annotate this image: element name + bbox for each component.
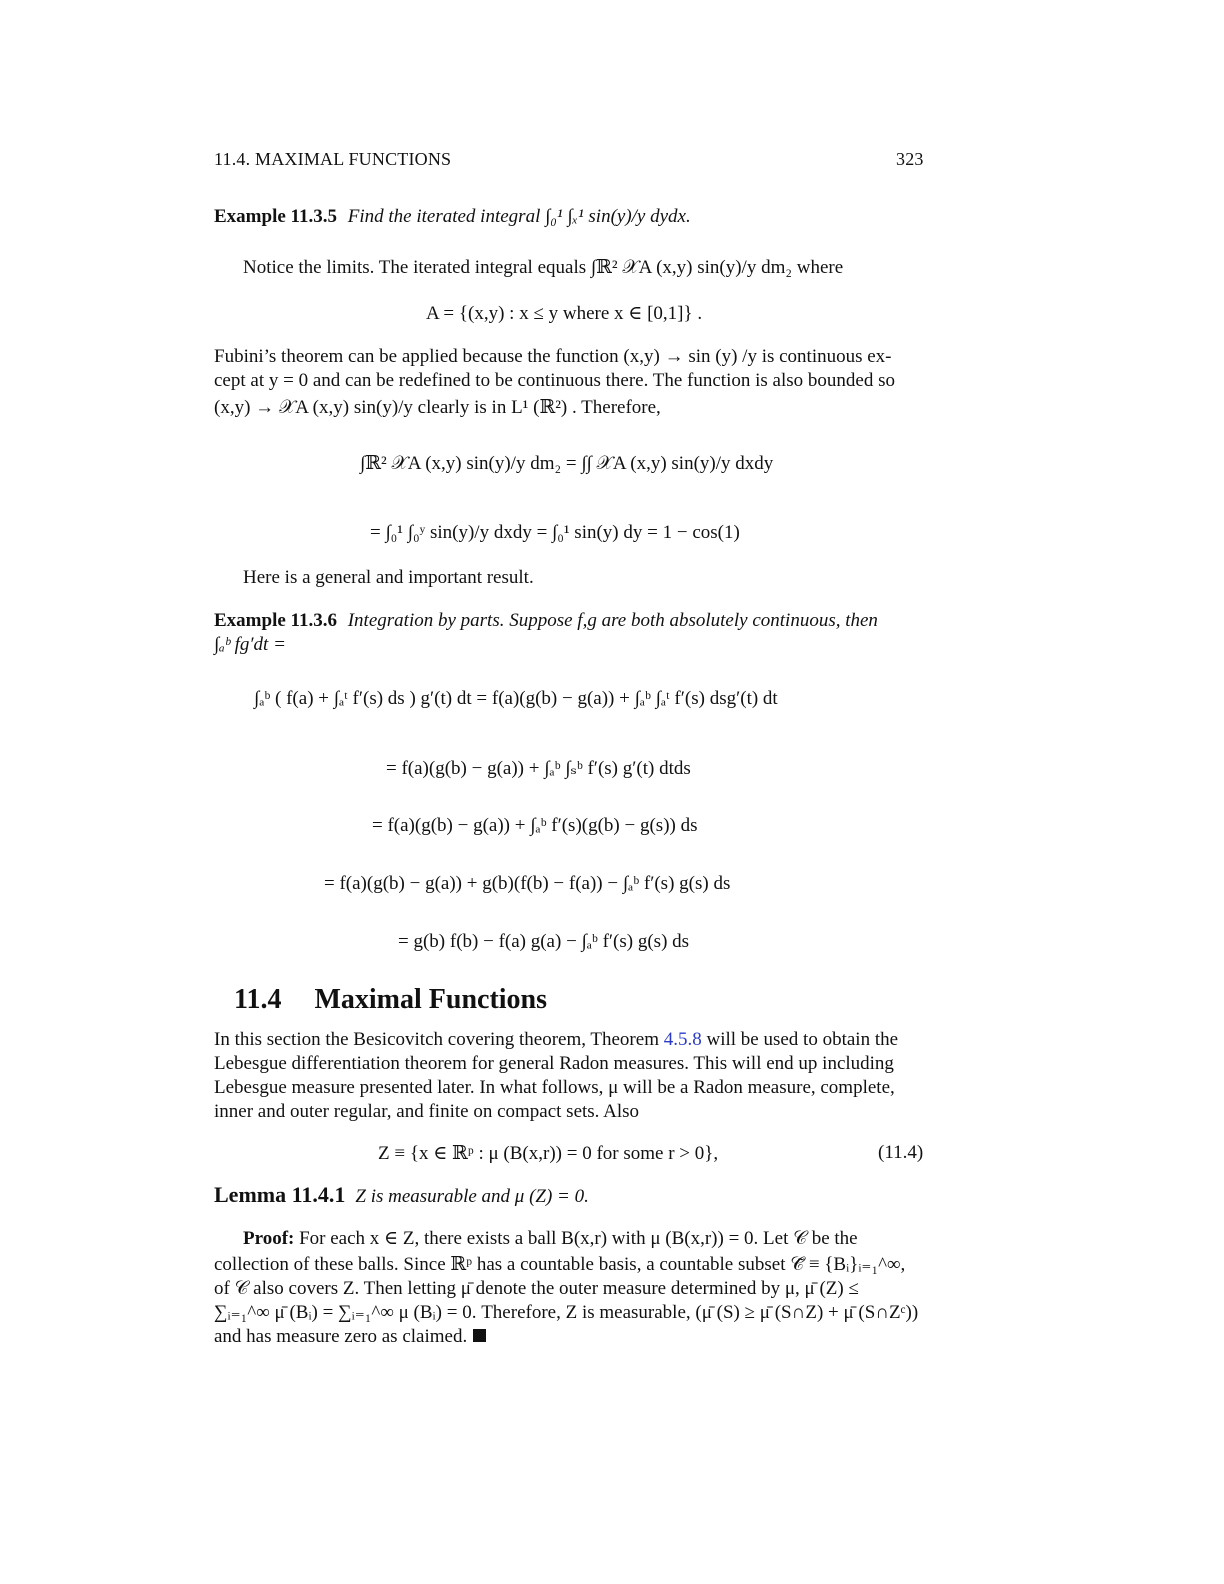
ibp-row-1: ∫ₐᵇ ( f(a) + ∫ₐᵗ f′(s) ds ) g′(t) dt = f(a)(g(b) − g(a)) + ∫ₐᵇ ∫ₐᵗ f′(s) dsg′(t) dt — [254, 688, 778, 709]
paragraph-section-intro — [214, 1028, 927, 1124]
lemma-label: Lemma 11.4.1 — [214, 1182, 346, 1207]
text-run: In this section the Besicovitch covering theorem, Theorem — [214, 1029, 664, 1050]
paragraph-line: Lebesgue measure presented later. In what follows, μ will be a Radon measure, complete, — [214, 1077, 895, 1098]
qed-square-icon — [473, 1329, 486, 1342]
example-label: Example 11.3.5 — [214, 206, 337, 227]
section-number: 11.4 — [234, 984, 282, 1015]
paragraph-line: Fubini’s theorem can be applied because the function (x,y) → sin (y) /y is continuous ex- — [214, 346, 892, 367]
example-label: Example 11.3.6 — [214, 610, 337, 631]
equation-fubini-1: ∫ℝ² 𝒳A (x,y) sin(y)/y dm₂ = ∫∫ 𝒳A (x,y) sin(y)/y dxdy — [360, 453, 774, 474]
example-statement: Find the iterated integral ∫₀¹ ∫ₓ¹ sin(y)/y dydx. — [347, 206, 691, 227]
section-title: Maximal Functions — [314, 984, 548, 1015]
example-statement-continued: ∫ₐᵇ fg′dt = — [214, 634, 286, 655]
proof-line: of 𝒞 also covers Z. Then letting μ̄ denote the outer measure determined by μ, μ̄ (Z) ≤ — [214, 1278, 859, 1299]
paragraph-fubini — [214, 345, 927, 420]
proof-label: Proof: — [243, 1228, 295, 1249]
proof-line: collection of these balls. Since ℝᵖ has a countable basis, a countable subset 𝒞̃ ≡ {Bᵢ}ᵢ₌₁^∞, — [214, 1254, 906, 1275]
ibp-row-4: = f(a)(g(b) − g(a)) + g(b)(f(b) − f(a)) − ∫ₐᵇ f′(s) g(s) ds — [324, 873, 731, 894]
paragraph-general-result: Here is a general and important result. — [243, 567, 534, 588]
text-run: will be used to obtain the — [701, 1029, 899, 1050]
paragraph-line: inner and outer regular, and finite on compact sets. Also — [214, 1101, 640, 1122]
proof-line: For each x ∈ Z, there exists a ball B(x,r) with μ (B(x,r)) = 0. Let 𝒞 be the — [299, 1228, 858, 1249]
paragraph-limits: Notice the limits. The iterated integral equals ∫ℝ² 𝒳A (x,y) sin(y)/y dm₂ where — [243, 257, 844, 278]
example-statement: Integration by parts. Suppose f,g are both absolutely continuous, then — [347, 610, 878, 631]
equation-fubini-2: = ∫₀¹ ∫₀ʸ sin(y)/y dxdy = ∫₀¹ sin(y) dy = 1 − cos(1) — [370, 522, 740, 543]
example-11-3-6 — [214, 609, 927, 657]
example-11-3-5 — [214, 205, 691, 229]
lemma-11-4-1 — [214, 1182, 589, 1209]
ibp-row-3: = f(a)(g(b) − g(a)) + ∫ₐᵇ f′(s)(g(b) − g(s)) ds — [372, 815, 698, 836]
proof-block — [214, 1227, 927, 1349]
running-header: 11.4. MAXIMAL FUNCTIONS — [214, 149, 452, 169]
section-heading — [234, 984, 547, 1016]
proof-line: and has measure zero as claimed. — [214, 1326, 468, 1347]
theorem-reference-link[interactable]: 4.5.8 — [663, 1029, 702, 1050]
set-a-definition: A = {(x,y) : x ≤ y where x ∈ [0,1]} . — [426, 303, 703, 324]
paragraph-line: cept at y = 0 and can be redefined to be continuous there. The function is also bounded so — [214, 370, 895, 391]
equation-z-definition: Z ≡ {x ∈ ℝᵖ : μ (B(x,r)) = 0 for some r > 0}, — [378, 1143, 719, 1164]
equation-tag: (11.4) — [878, 1142, 924, 1163]
paragraph-line: (x,y) → 𝒳A (x,y) sin(y)/y clearly is in L¹ (ℝ²) . Therefore, — [214, 397, 661, 418]
proof-line: ∑ᵢ₌₁^∞ μ̄ (Bᵢ) = ∑ᵢ₌₁^∞ μ (Bᵢ) = 0. Therefore, Z is measurable, (μ̄ (S) ≥ μ̄ (S∩Z) + μ̄ (S∩Zᶜ)) — [214, 1302, 919, 1323]
lemma-statement: Z is measurable and μ (Z) = 0. — [355, 1186, 589, 1207]
page-number: 323 — [896, 149, 924, 169]
ibp-row-2: = f(a)(g(b) − g(a)) + ∫ₐᵇ ∫ₛᵇ f′(s) g′(t) dtds — [386, 758, 691, 779]
paragraph-line: Lebesgue differentiation theorem for general Radon measures. This will end up including — [214, 1053, 894, 1074]
ibp-row-5: = g(b) f(b) − f(a) g(a) − ∫ₐᵇ f′(s) g(s) ds — [398, 931, 690, 952]
